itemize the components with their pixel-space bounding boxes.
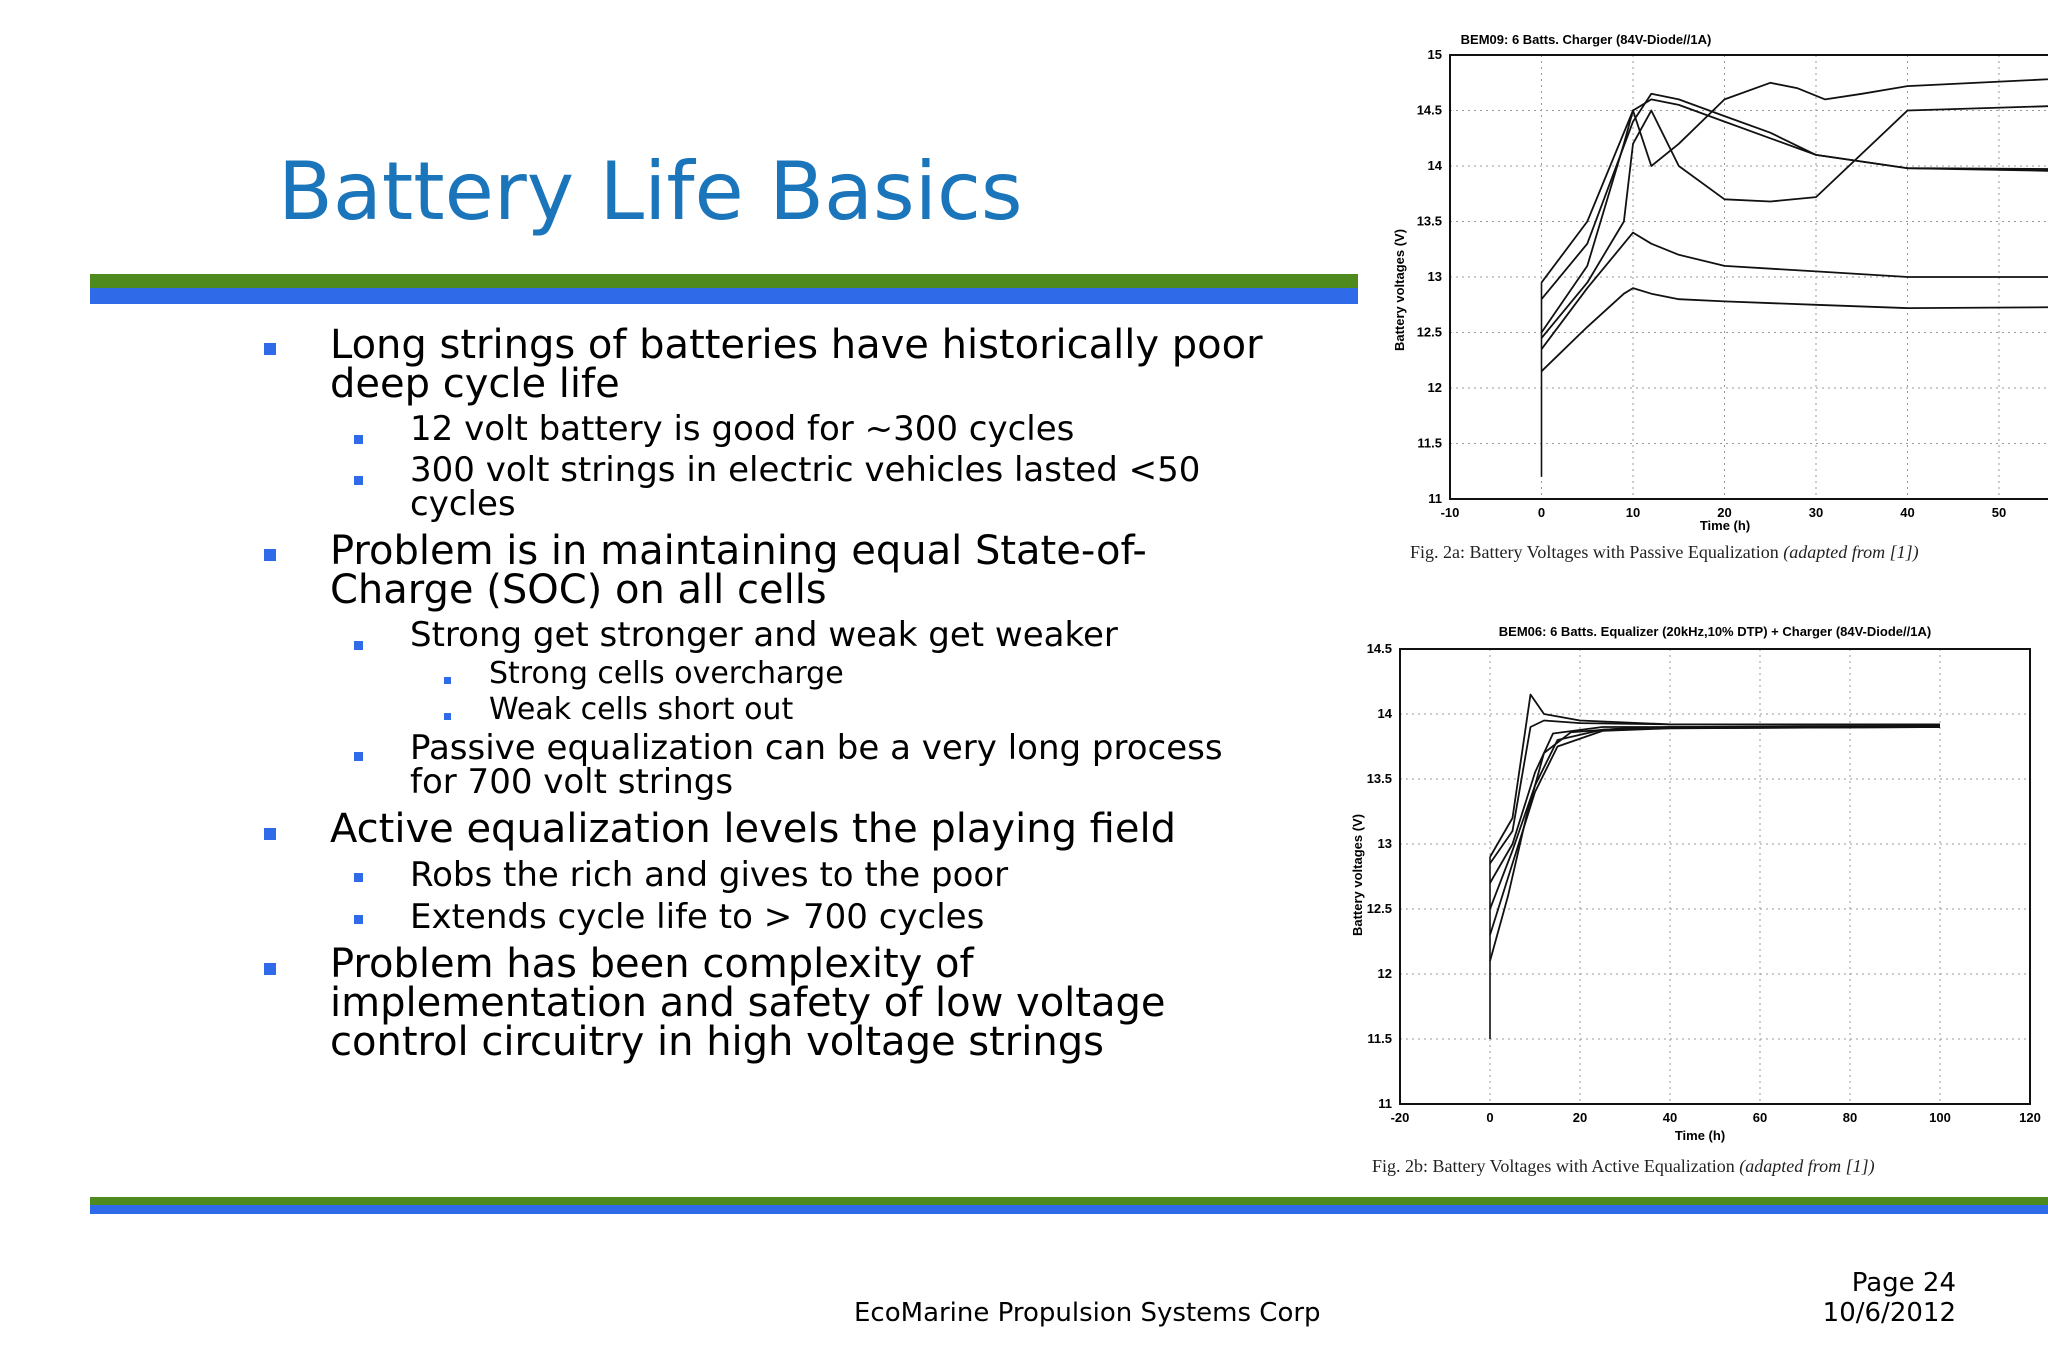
bullet-marker	[354, 476, 363, 485]
chart-active-equalization	[1340, 610, 2048, 1180]
bullet-item	[330, 528, 1147, 613]
bullet-line: cycles	[410, 484, 516, 524]
bullet-item	[410, 855, 1009, 895]
bullet-marker	[264, 549, 276, 561]
footer-date: 10/6/2012	[1822, 1298, 1956, 1328]
bullet-item	[489, 692, 794, 727]
x-tick-label: 120	[2019, 1110, 2041, 1125]
y-tick-label: 12	[1377, 966, 1392, 981]
bullet-marker	[354, 435, 363, 444]
bullet-item	[410, 409, 1075, 449]
x-tick-label: 40	[1900, 505, 1915, 520]
x-tick-label: 0	[1537, 505, 1546, 520]
series-line-battery-2	[1542, 94, 2048, 299]
x-tick-label: 10	[1625, 505, 1641, 520]
bullet-line: Strong get stronger and weak get weaker	[410, 615, 1118, 655]
x-axis-label: Time (h)	[1674, 1128, 1726, 1143]
bullet-line: Charge (SOC) on all cells	[330, 567, 827, 613]
bullet-marker	[354, 641, 363, 650]
y-tick-label: 14.5	[1366, 641, 1392, 656]
series-lines	[1542, 72, 2048, 477]
x-tick-label: 0	[1486, 1110, 1494, 1125]
bullet-line: implementation and safety of low voltage	[330, 980, 1166, 1026]
bullet-line: for 700 volt strings	[410, 762, 734, 802]
bullet-item	[410, 897, 985, 937]
y-tick-label: 11	[1428, 491, 1442, 506]
y-tick-label: 14	[1377, 706, 1392, 721]
series-line-battery-1	[1542, 99, 2048, 282]
y-axis-label: Battery voltages (V)	[1350, 813, 1365, 937]
series-lines	[1490, 695, 1940, 1040]
series-line-battery-6	[1542, 288, 2048, 371]
y-tick-label: 14	[1427, 158, 1442, 173]
bullet-marker	[354, 752, 363, 761]
bullet-line: Problem is in maintaining equal State-of-	[330, 528, 1147, 574]
bullet-item	[330, 322, 1263, 407]
y-axis-label: Battery voltages (V)	[1392, 228, 1407, 352]
bullet-line: Passive equalization can be a very long process	[410, 728, 1223, 768]
bullet-line: Strong cells overcharge	[489, 656, 844, 691]
bullet-line: Active equalization levels the playing field	[330, 806, 1176, 852]
bullet-item	[330, 941, 1166, 1065]
y-tick-label: 12.5	[1366, 901, 1392, 916]
chart-title: BEM06: 6 Batts. Equalizer (20kHz,10% DTP) + Charger (84V-Diode//1A)	[1498, 624, 1932, 639]
bullet-line: 300 volt strings in electric vehicles lasted <50	[410, 450, 1201, 490]
x-tick-label: -10	[1440, 505, 1460, 520]
bullet-line: control circuitry in high voltage strings	[330, 1019, 1104, 1065]
x-axis-label: Time (h)	[1699, 518, 1751, 533]
footer-page-number: Page 24	[1851, 1268, 1956, 1298]
y-tick-label: 13	[1377, 836, 1392, 851]
bullet-line: Robs the rich and gives to the poor	[410, 855, 1009, 895]
bullet-marker	[444, 677, 451, 684]
y-tick-label: 12.5	[1416, 324, 1442, 340]
bullet-item	[410, 728, 1223, 802]
figure-caption: Fig. 2a: Battery Voltages with Passive Equalization (adapted from [1])	[1410, 542, 1919, 562]
footer-company: EcoMarine Propulsion Systems Corp	[854, 1298, 1321, 1328]
x-tick-label: 40	[1662, 1110, 1678, 1125]
x-tick-label: 50	[1991, 505, 2007, 520]
y-tick-label: 14.5	[1416, 102, 1442, 118]
series-line-battery-3	[1490, 726, 1940, 883]
y-tick-label: 13	[1427, 269, 1442, 284]
y-tick-label: 13.5	[1416, 213, 1442, 229]
slide-title: Battery Life Basics	[278, 145, 1023, 238]
bullet-marker	[444, 713, 451, 720]
y-tick-label: 11.5	[1417, 435, 1442, 451]
y-tick-label: 11	[1378, 1096, 1392, 1111]
bullet-marker	[264, 343, 276, 355]
x-tick-label: 60	[1752, 1110, 1768, 1125]
footer-band-green	[90, 1197, 2048, 1205]
x-tick-label: 20	[1572, 1110, 1588, 1125]
series-line-battery-5	[1542, 233, 2048, 350]
bullet-item	[410, 450, 1201, 524]
y-tick-labels	[1367, 641, 1393, 1111]
chart-passive-equalization	[1360, 20, 2048, 580]
x-tick-labels	[1391, 1110, 2041, 1125]
bullet-item	[489, 656, 844, 691]
y-tick-label: 12	[1427, 380, 1442, 395]
y-tick-label: 13.5	[1366, 771, 1392, 786]
bullet-line: Long strings of batteries have historically poor	[330, 322, 1263, 368]
bullet-marker	[264, 828, 276, 840]
series-line-battery-4	[1490, 727, 1940, 909]
x-tick-label: -20	[1390, 1110, 1410, 1125]
y-tick-label: 15	[1427, 47, 1442, 62]
bullet-line: Weak cells short out	[489, 692, 794, 727]
bullet-line: deep cycle life	[330, 361, 620, 407]
x-tick-label: 30	[1808, 505, 1824, 520]
series-line-battery-5	[1490, 727, 1940, 935]
bullet-line: 12 volt battery is good for ~300 cycles	[410, 409, 1075, 449]
bullet-line: Problem has been complexity of	[330, 941, 974, 987]
x-tick-label: 80	[1842, 1110, 1858, 1125]
y-tick-label: 11.5	[1367, 1031, 1392, 1046]
bullet-marker	[264, 963, 276, 975]
x-tick-label: 20	[1717, 505, 1732, 520]
bullet-marker	[354, 915, 363, 924]
bullet-line: Extends cycle life to > 700 cycles	[410, 897, 985, 937]
bullet-item	[410, 615, 1118, 655]
x-tick-label: 100	[1929, 1110, 1951, 1125]
footer-band-blue	[90, 1205, 2048, 1214]
series-line-battery-1	[1490, 695, 1940, 858]
y-tick-labels	[1417, 47, 1443, 506]
bullet-item	[330, 806, 1176, 852]
bullet-marker	[354, 873, 363, 882]
figure-caption: Fig. 2b: Battery Voltages with Active Equalization (adapted from [1])	[1372, 1156, 1875, 1176]
chart-title: BEM09: 6 Batts. Charger (84V-Diode//1A)	[1460, 32, 1712, 47]
